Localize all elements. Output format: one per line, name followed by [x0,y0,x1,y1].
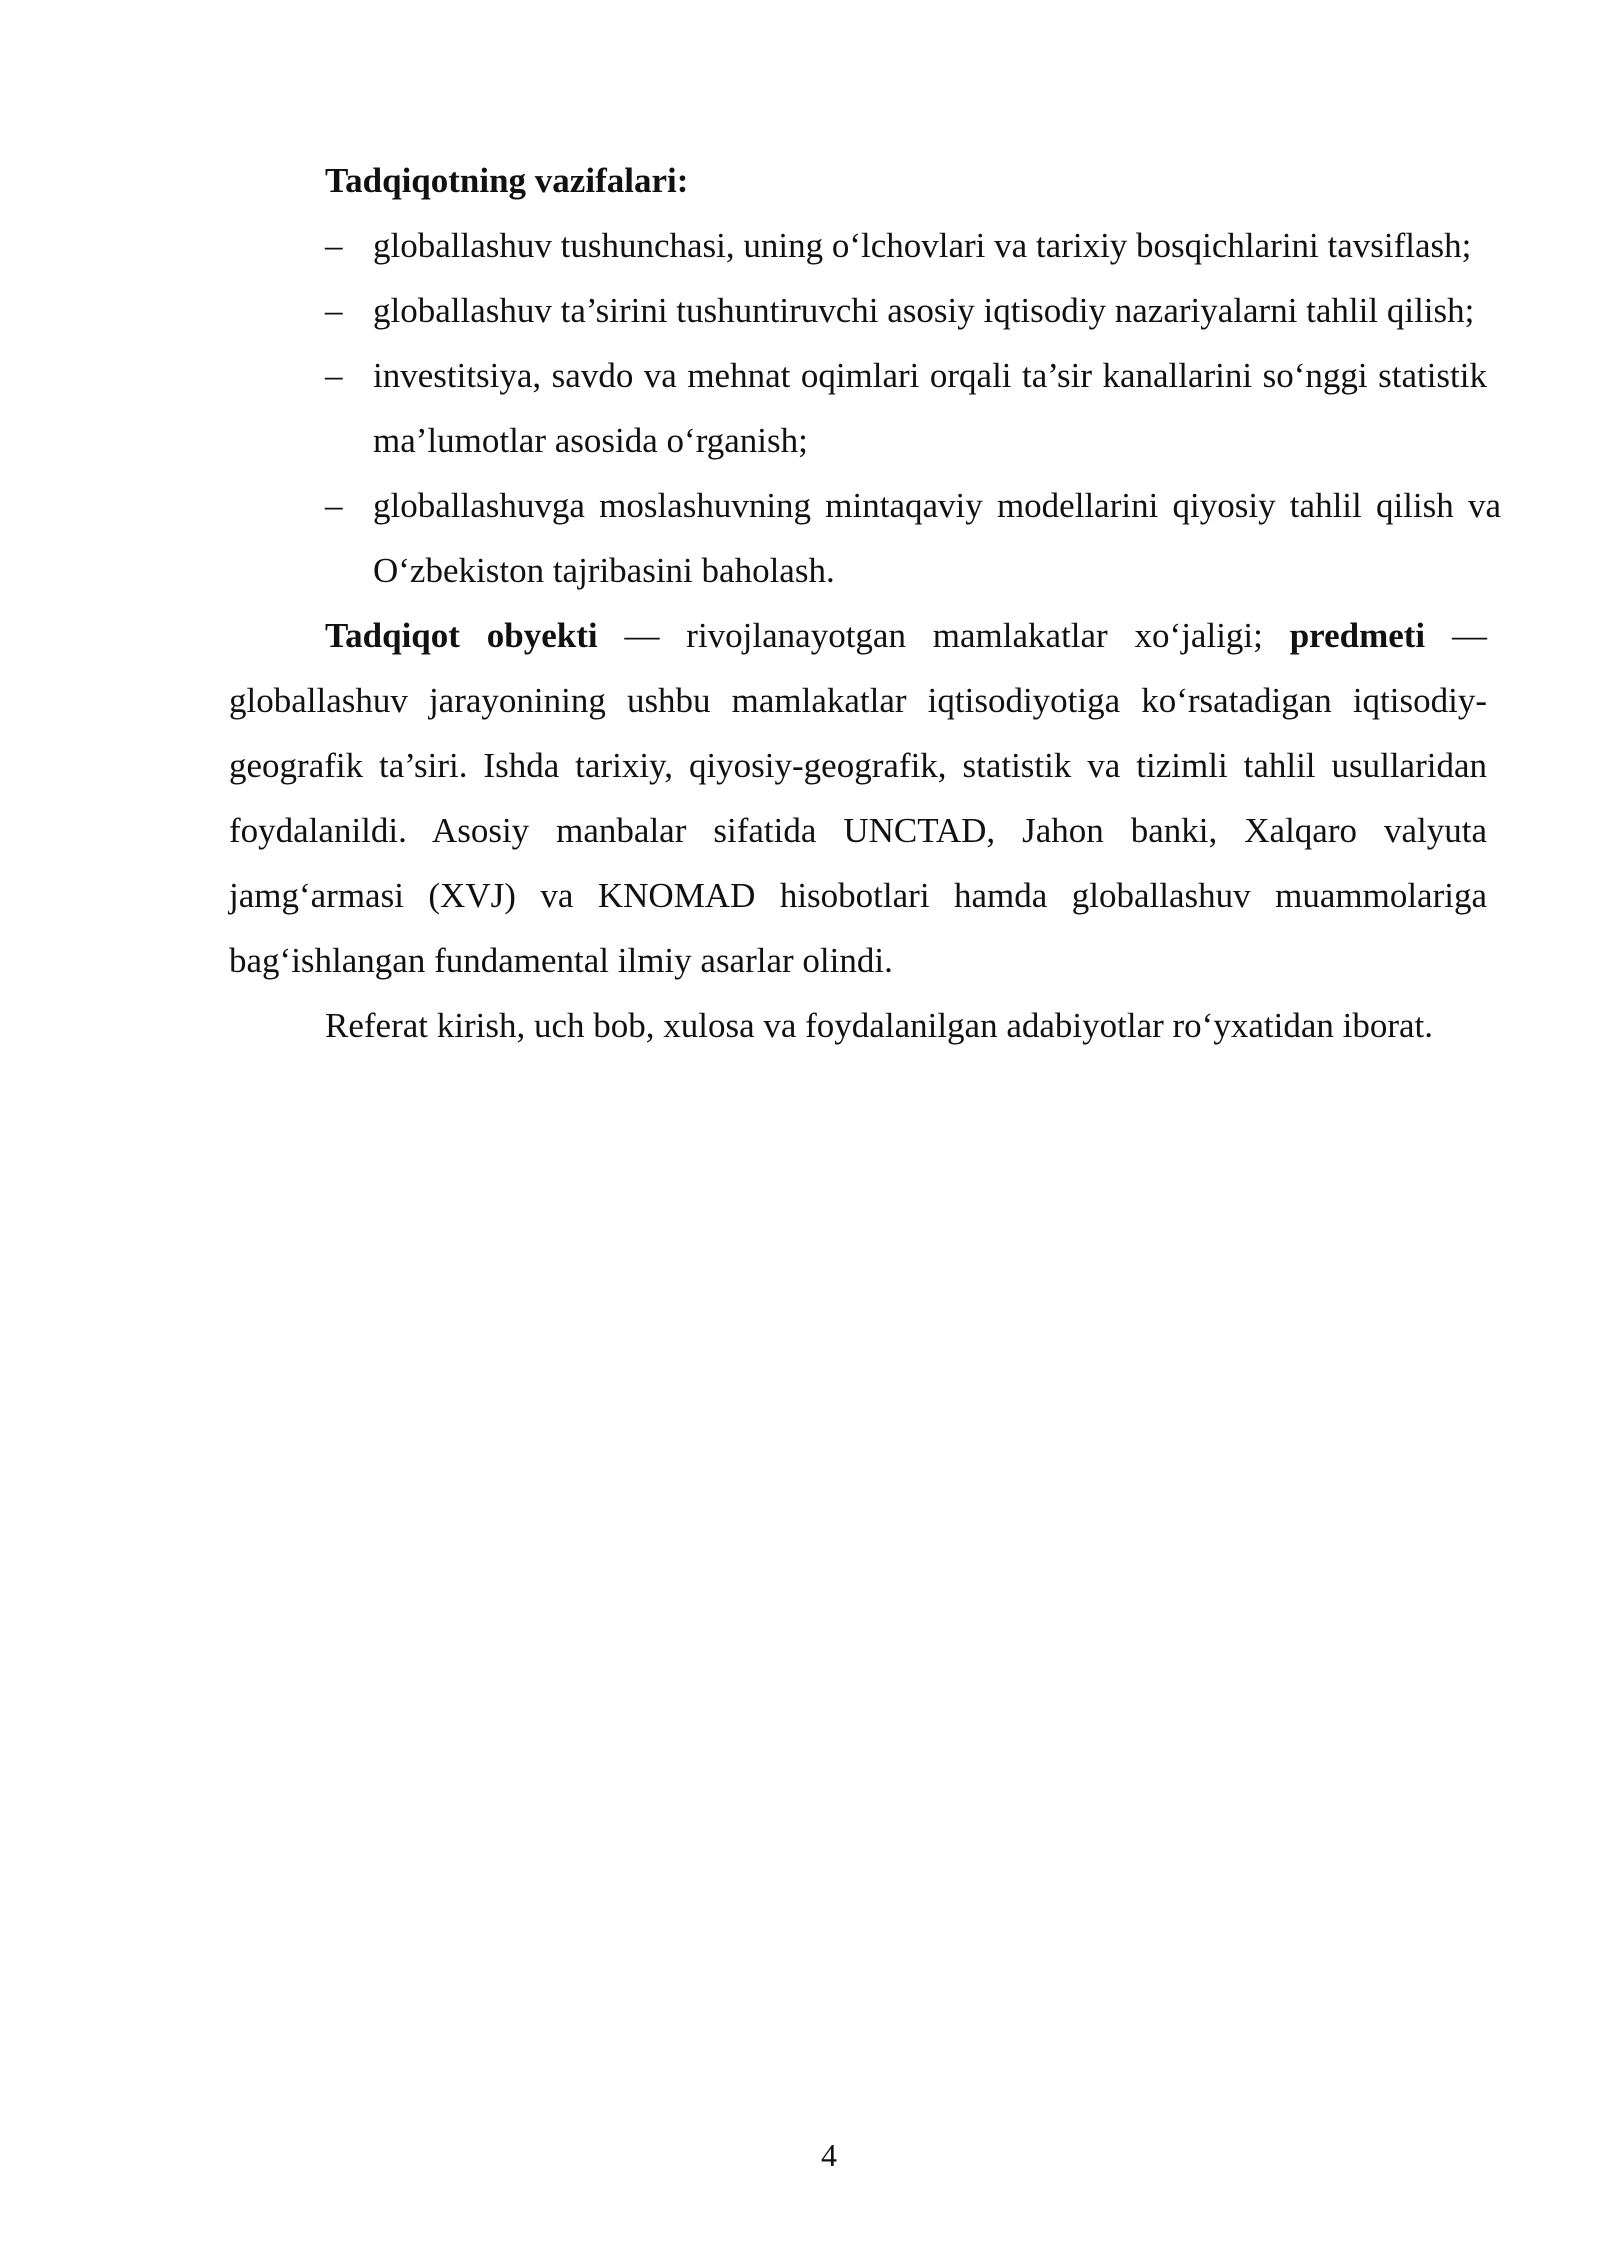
list-item-text: globallashuvga moslashuvning mintaqaviy modellarini qiyosiy tahlil qilish va O‘zbekiston tajribasini baholash. [373,486,1501,590]
object-paragraph [229,603,1487,993]
list-item [229,473,1501,603]
list-dash: – [325,356,343,395]
document-body [229,148,1501,1058]
list-dash: – [325,226,343,265]
list-dash: – [325,291,343,330]
list-item [229,278,1487,343]
object-text: — rivojlanayotgan mamlakatlar xo‘jaligi; [597,616,1290,655]
list-item-text: globallashuv tushunchasi, uning o‘lchovlari va tarixiy bosqichlarini tavsiflash; [373,226,1472,265]
tasks-list [229,213,1501,603]
list-item-text: globallashuv ta’sirini tushuntiruvchi asosiy iqtisodiy nazariyalarni tahlil qilish; [373,291,1475,330]
list-dash: – [325,486,343,525]
subject-text: — globallashuv jarayonining ushbu mamlakatlar iqtisodiyotiga ko‘rsatadigan iqtisodiy-geografik ta’siri. Ishda tarixiy, qiyosiy-geografik, statistik va tizimli tahlil usullaridan foydalanildi. Asosiy manbalar sifatida UNCTAD, Jahon banki, Xalqaro valyuta jamg‘armasi (XVJ) va KNOMAD hisobotlari hamda globallashuv muammolariga bag‘ishlangan fundamental ilmiy asarlar olindi. [229,616,1487,980]
page-number: 4 [821,2137,837,2173]
structure-paragraph: Referat kirish, uch bob, xulosa va foydalanilgan adabiyotlar ro‘yxatidan iborat. [325,1006,1433,1045]
list-item [229,343,1487,473]
subject-label: predmeti [1289,616,1426,655]
object-label: Tadqiqot obyekti [325,616,598,655]
tasks-heading: Tadqiqotning vazifalari: [325,161,689,200]
list-item-text: investitsiya, savdo va mehnat oqimlari orqali ta’sir kanallarini so‘nggi statistik ma’lumotlar asosida o‘rganish; [373,356,1487,460]
list-item [229,213,1487,278]
